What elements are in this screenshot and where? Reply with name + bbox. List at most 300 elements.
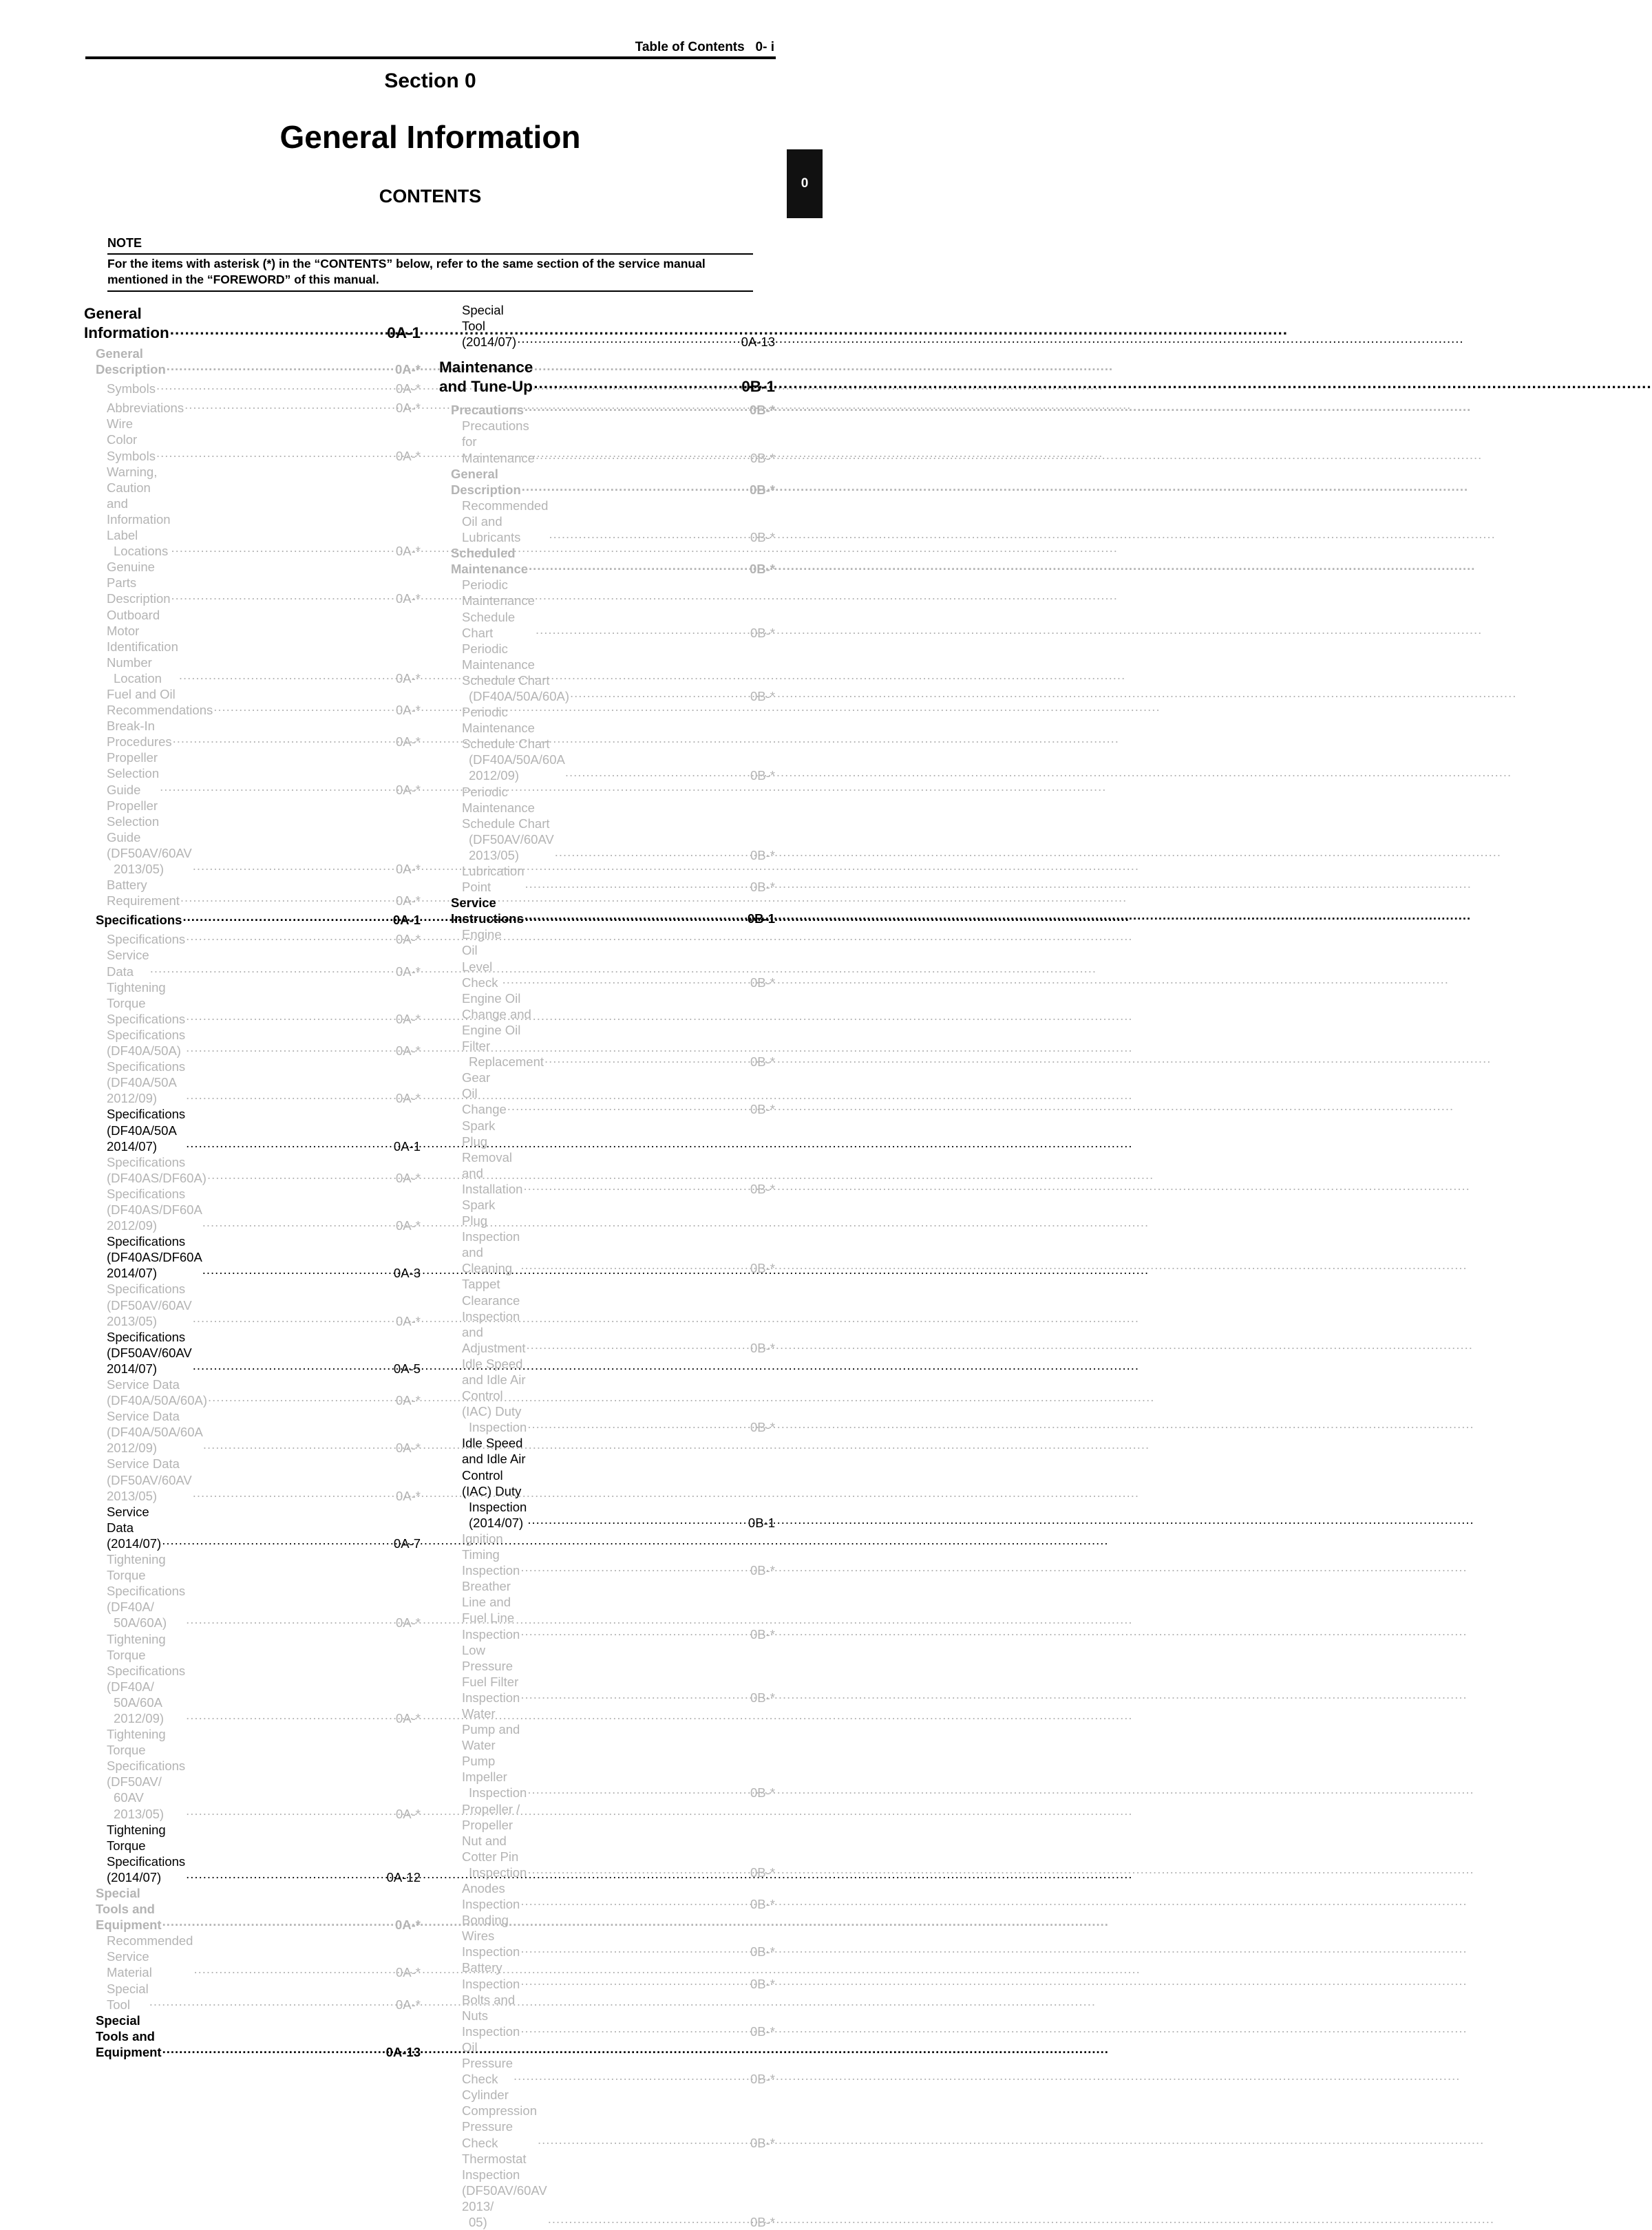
- dot-leader: [502, 971, 750, 987]
- toc-entry-title: Tightening Torque Specifications (2014/07): [107, 1822, 186, 1884]
- toc-entry[interactable]: [439, 990, 775, 1070]
- dot-leader: [186, 1803, 395, 1818]
- toc-entry-title: Battery Inspection: [462, 1960, 520, 1991]
- toc-entry-title: [462, 784, 554, 863]
- toc-entry-page: 0B-*: [750, 2135, 775, 2150]
- dot-leader: [570, 685, 750, 701]
- toc-entry-page: 0B-*: [749, 562, 775, 577]
- toc-entry[interactable]: [84, 909, 421, 928]
- toc-entry[interactable]: [84, 979, 421, 1027]
- toc-entry-page: 0A-*: [396, 591, 421, 606]
- running-header: Table of Contents 0- i: [635, 40, 774, 54]
- toc-entry-title: Break-In Procedures: [107, 719, 172, 750]
- toc-entry-title-line2: Inspection: [469, 1785, 527, 1801]
- dot-leader: [538, 2132, 750, 2147]
- toc-entry-page: 0A-*: [396, 703, 421, 718]
- toc-entry-title: [462, 1435, 527, 1531]
- toc-entry-page: 0A-*: [394, 362, 421, 377]
- toc-entry-title: [462, 1706, 527, 1801]
- toc-entry[interactable]: [439, 926, 775, 990]
- toc-entry-title: Specifications: [107, 932, 186, 947]
- toc-entry-title: Service Data (DF50AV/60AV 2013/05): [107, 1456, 192, 1503]
- toc-entry-title: General Description: [451, 466, 521, 497]
- toc-entry-title: Battery Requirement: [107, 878, 180, 909]
- toc-entry[interactable]: [439, 704, 775, 783]
- toc-entry-title-line1: Warning, Caution and Information Label: [107, 464, 171, 543]
- dot-leader: [520, 1559, 750, 1575]
- toc-entry[interactable]: [84, 377, 421, 396]
- toc-entry[interactable]: [84, 718, 421, 750]
- dot-leader: [186, 1087, 395, 1103]
- dot-leader: [184, 396, 395, 412]
- dot-leader: [186, 1135, 393, 1151]
- toc-entry-title-line1: Periodic Maintenance Schedule Chart: [462, 784, 550, 831]
- dot-leader: [527, 1781, 750, 1797]
- note-label: NOTE: [107, 236, 753, 255]
- dot-leader: [171, 540, 395, 555]
- toc-entry-page: 0B-*: [750, 1976, 775, 1991]
- dot-leader: [520, 2020, 750, 2036]
- toc-entry-title-line1: Thermostat Inspection (DF50AV/60AV 2013/: [462, 2151, 547, 2213]
- toc-entry-title-line1: Engine Oil Change and Engine Oil Filter: [462, 990, 531, 1054]
- toc-entry-page: 0A-*: [396, 1091, 421, 1106]
- dot-leader: [160, 778, 395, 794]
- toc-entry-title: Specifications (DF40A/50A 2014/07): [107, 1107, 186, 1154]
- toc-entry[interactable]: [439, 302, 775, 350]
- toc-entry-title: [107, 1726, 185, 1822]
- toc-entry-title: Abbreviations: [107, 401, 184, 416]
- toc-entry-title: Cylinder Compression Pressure Check: [462, 2088, 537, 2150]
- dot-leader: [527, 1861, 750, 1877]
- toc-entry-page: 0A-*: [396, 964, 421, 979]
- dot-leader: [529, 558, 749, 573]
- toc-entry[interactable]: [84, 1154, 421, 1186]
- toc-entry[interactable]: [439, 1642, 775, 1706]
- toc-entry[interactable]: [439, 1992, 775, 2039]
- toc-entry-page: 0B-*: [750, 1944, 775, 1960]
- toc-entry-title: Specifications (DF40AS/DF60A 2012/09): [107, 1186, 202, 1233]
- toc-entry-title-line2: 60AV 2013/05): [114, 1790, 165, 1821]
- toc-entry-title: [462, 1801, 527, 1880]
- toc-entry[interactable]: [439, 466, 775, 498]
- toc-entry-page: 0A-*: [396, 1393, 421, 1408]
- toc-entry[interactable]: [84, 1504, 421, 1551]
- dot-leader: [520, 1623, 750, 1639]
- dot-leader: [544, 1050, 750, 1066]
- toc-entry-title: Specifications (DF40A/50A): [107, 1027, 186, 1059]
- toc-entry-page: 0A-1: [392, 913, 421, 928]
- toc-entry-page: 0A-1: [387, 324, 421, 341]
- toc-entry-page: 0A-*: [396, 1043, 421, 1059]
- toc-entry-title: Low Pressure Fuel Filter Inspection: [462, 1642, 520, 1705]
- toc-entry[interactable]: [84, 416, 421, 463]
- toc-entry[interactable]: [84, 607, 421, 686]
- toc-entry-page: 0A-*: [396, 381, 421, 396]
- toc-entry-title: Service Data (2014/07): [107, 1504, 162, 1551]
- toc-entry-page: 0B-*: [750, 1563, 775, 1578]
- toc-entry-page: 0A-*: [396, 1965, 421, 1980]
- toc-entry-title: [462, 2151, 547, 2230]
- toc-entry-page: 0B-*: [750, 847, 775, 862]
- toc-entry[interactable]: [84, 1186, 421, 1233]
- toc-entry-page: 0A-*: [396, 401, 421, 416]
- toc-entry-title: Recommended Service Material: [107, 1933, 193, 1980]
- toc-entry[interactable]: [84, 1106, 421, 1154]
- dot-leader: [522, 478, 749, 494]
- dot-leader: [548, 2211, 750, 2227]
- toc-entry-title: Specifications (DF50AV/60AV 2013/05): [107, 1282, 192, 1328]
- dot-leader: [520, 1940, 750, 1956]
- toc-entry-title: Symbols: [107, 381, 156, 396]
- toc-entry-title: Service Data (DF40A/50A/60A): [107, 1377, 208, 1408]
- toc-entry-title-line1: Idle Speed and Idle Air Control (IAC) Duty: [462, 1436, 526, 1498]
- toc-entry-page: 0A-*: [396, 893, 421, 909]
- toc-entry[interactable]: [439, 399, 775, 418]
- dot-leader: [186, 1611, 395, 1627]
- toc-entry-title: Specifications (DF40A/50A 2012/09): [107, 1059, 186, 1106]
- dot-leader: [536, 447, 750, 463]
- toc-entry-page: 0B-*: [750, 2072, 775, 2087]
- toc-entry[interactable]: [439, 2151, 775, 2230]
- dot-leader: [520, 1257, 750, 1273]
- toc-entry-title: Fuel and Oil Recommendations: [107, 686, 213, 718]
- toc-entry-title: General Information: [84, 305, 169, 341]
- toc-entry-page: 0A-*: [396, 448, 421, 463]
- dot-leader: [167, 358, 394, 374]
- toc-entry[interactable]: [439, 1197, 775, 1276]
- toc-entry-page: 0B-1: [741, 378, 775, 396]
- toc-entry-page: 0A-13: [741, 334, 775, 350]
- toc-entry[interactable]: [84, 750, 421, 797]
- toc-entry[interactable]: [439, 545, 775, 577]
- dot-leader: [507, 1098, 750, 1114]
- toc-entry[interactable]: [439, 1706, 775, 1801]
- toc-entry[interactable]: [84, 1726, 421, 1822]
- dot-leader: [202, 1214, 395, 1230]
- toc-entry-page: 0B-*: [750, 688, 775, 703]
- toc-entry[interactable]: [439, 895, 775, 926]
- dot-leader: [149, 1993, 395, 2009]
- toc-entry-page: 0B-*: [750, 1626, 775, 1642]
- toc-entry-page: 0B-*: [750, 1261, 775, 1276]
- toc-entry-page: 0B-*: [750, 880, 775, 895]
- dot-leader: [193, 1357, 393, 1373]
- toc-entry-page: 0A-*: [396, 670, 421, 686]
- toc-entry-page: 0B-*: [750, 1897, 775, 1912]
- toc-entry-title: Tappet Clearance Inspection and Adjustment: [462, 1277, 526, 1355]
- toc-entry-title: [107, 798, 192, 877]
- dot-leader: [162, 1532, 393, 1548]
- toc-entry-title: [462, 1356, 527, 1435]
- toc-entry-title: Recommended Oil and Lubricants: [462, 498, 549, 545]
- toc-entry-title: Maintenance and Tune-Up: [439, 359, 533, 396]
- toc-entry-page: 0B-*: [750, 625, 775, 640]
- toc-entry[interactable]: [439, 2087, 775, 2150]
- toc-entry-page: 0A-3: [393, 1266, 421, 1281]
- dot-leader: [193, 1961, 395, 1977]
- toc-entry[interactable]: [439, 418, 775, 465]
- toc-entry-page: 0B-*: [749, 482, 775, 497]
- toc-entry[interactable]: [439, 1356, 775, 1435]
- dot-leader: [186, 1707, 395, 1723]
- toc-entry[interactable]: [84, 1059, 421, 1106]
- toc-entry-page: 0B-*: [750, 2214, 775, 2229]
- toc-entry[interactable]: [84, 947, 421, 979]
- toc-entry-title-line2: 05): [469, 2214, 487, 2229]
- toc-entry-page: 0B-*: [750, 530, 775, 545]
- toc-entry-title: Service Data: [107, 948, 149, 979]
- toc-entry-title: Anodes Inspection: [462, 1881, 520, 1912]
- toc-entry[interactable]: [439, 358, 775, 396]
- toc-entry-page: 0A-*: [396, 1488, 421, 1503]
- dot-leader: [173, 730, 395, 746]
- toc-entry[interactable]: [439, 1435, 775, 1531]
- toc-entry[interactable]: [439, 1578, 775, 1642]
- toc-entry-title: Spark Plug Inspection and Cleaning: [462, 1197, 520, 1276]
- toc-entry-title: Oil Pressure Check: [462, 2039, 513, 2087]
- toc-entry-title-line1: Periodic Maintenance Schedule Chart: [462, 641, 550, 688]
- toc-entry[interactable]: [439, 1880, 775, 1912]
- toc-entry-title: [462, 704, 564, 783]
- toc-entry-title-line2: Replacement: [469, 1054, 544, 1070]
- toc-entry-title-line2: 50A/60A): [114, 1615, 167, 1631]
- toc-entry-title: Special Tool: [107, 1981, 149, 2012]
- toc-entry-page: 0B-*: [750, 2024, 775, 2039]
- toc-entry-page: 0A-12: [386, 1869, 421, 1884]
- toc-entry[interactable]: [84, 686, 421, 718]
- toc-entry-page: 0B-1: [747, 911, 775, 926]
- dot-leader: [193, 858, 395, 873]
- dot-leader: [520, 1973, 750, 1988]
- toc-entry-page: 0A-*: [394, 1918, 421, 1933]
- toc-entry[interactable]: [439, 1118, 775, 1197]
- dot-leader: [150, 960, 395, 976]
- toc-entry[interactable]: [439, 2039, 775, 2087]
- toc-entry-page: 0B-*: [750, 1785, 775, 1801]
- toc-entry-page: 0B-*: [750, 1181, 775, 1196]
- dot-leader: [213, 699, 395, 714]
- dot-leader: [203, 1436, 395, 1452]
- toc-entry-page: 0A-13: [385, 2044, 421, 2059]
- toc-entry-title-line2: Location: [114, 670, 162, 686]
- toc-entry-title-line1: Propeller / Propeller Nut and Cotter Pin: [462, 1801, 520, 1864]
- toc-entry-page: 0A-*: [396, 1011, 421, 1026]
- toc-entry-title-line2: Locations: [114, 544, 169, 559]
- dot-leader: [527, 1337, 750, 1352]
- toc-entry[interactable]: [439, 577, 775, 640]
- toc-entry-page: 0A-5: [393, 1361, 421, 1376]
- toc-entry-page: 0B-*: [750, 450, 775, 465]
- toc-entry[interactable]: [84, 1456, 421, 1503]
- toc-entry[interactable]: [84, 1885, 421, 1933]
- toc-entry-page: 0A-*: [396, 1218, 421, 1233]
- toc-entry-title: Propeller Selection Guide: [107, 750, 160, 797]
- toc-entry-title: Engine Oil Level Check: [462, 927, 502, 990]
- dot-leader: [536, 622, 750, 637]
- toc-entry[interactable]: [84, 2013, 421, 2060]
- contents-heading: CONTENTS: [379, 186, 482, 206]
- toc-entry-title-line1: Outboard Motor Identification Number: [107, 607, 178, 670]
- header-rule: [85, 56, 776, 59]
- toc-entry-title-line2: (DF40A/50A/60A 2012/09): [469, 752, 564, 783]
- toc-entry-title: [107, 1631, 185, 1727]
- toc-entry[interactable]: [84, 559, 421, 606]
- toc-entry-title-line2: 2013/05): [114, 862, 165, 876]
- toc-entry-title: Specifications (DF50AV/60AV 2014/07): [107, 1329, 192, 1376]
- section-tab[interactable]: 0: [787, 149, 823, 218]
- toc-entry-page: 0B-*: [750, 768, 775, 783]
- toc-entry[interactable]: [439, 1531, 775, 1578]
- toc-entry[interactable]: [84, 1981, 421, 2013]
- toc-entry-title: Gear Oil Change: [462, 1070, 507, 1117]
- toc-left-column: [84, 302, 421, 2060]
- dot-leader: [162, 2041, 385, 2057]
- toc-entry-title: Genuine Parts Description: [107, 560, 171, 606]
- toc-entry-page: 0B-*: [750, 1420, 775, 1435]
- toc-entry-title-line2: 50A/60A 2012/09): [114, 1695, 165, 1725]
- dot-leader: [182, 909, 392, 924]
- toc-entry-title: Precautions for Maintenance: [462, 418, 535, 465]
- toc-entry-page: 0B-*: [750, 1340, 775, 1355]
- dot-leader: [171, 587, 395, 603]
- toc-entry-page: 0A-*: [396, 1615, 421, 1631]
- toc-entry[interactable]: [84, 1822, 421, 1885]
- toc-entry-title: Bolts and Nuts Inspection: [462, 1992, 520, 2039]
- toc-entry-title: Special Tools and Equipment: [96, 1886, 162, 1933]
- toc-entry[interactable]: [84, 464, 421, 560]
- toc-entry-page: 0A-7: [393, 1536, 421, 1551]
- dot-leader: [533, 374, 741, 393]
- toc-entry-title: Tightening Torque Specifications: [107, 979, 186, 1026]
- toc-entry-title: Ignition Timing Inspection: [462, 1531, 520, 1578]
- dot-leader: [513, 2068, 750, 2083]
- toc-entry-title-line2: Inspection: [469, 1420, 527, 1435]
- toc-entry[interactable]: [439, 1960, 775, 1991]
- toc-entry-title-line2: Inspection: [469, 1865, 527, 1880]
- dot-leader: [520, 1893, 750, 1909]
- toc-entry-page: 0A-*: [396, 1313, 421, 1328]
- toc-entry[interactable]: [439, 498, 775, 545]
- dot-leader: [527, 1511, 748, 1527]
- toc-entry[interactable]: [84, 1233, 421, 1281]
- toc-entry[interactable]: [84, 1551, 421, 1631]
- toc-entry-page: 0A-*: [396, 1806, 421, 1821]
- toc-entry[interactable]: [84, 1377, 421, 1408]
- toc-entry-page: 0A-*: [396, 862, 421, 876]
- toc-entry-title-line1: Propeller Selection Guide (DF50AV/60AV: [107, 798, 192, 860]
- toc-entry-title: [107, 607, 178, 686]
- toc-entry[interactable]: [84, 1933, 421, 1980]
- dot-leader: [186, 928, 395, 944]
- toc-entry-title: Specifications: [96, 913, 182, 928]
- toc-entry-title-line2: (DF40A/50A/60A): [469, 688, 570, 703]
- toc-entry-title: [107, 464, 171, 560]
- dot-leader: [186, 1008, 395, 1023]
- toc-entry[interactable]: [84, 1408, 421, 1456]
- toc-entry-title: [462, 641, 569, 704]
- toc-entry-page: 0B-*: [750, 1102, 775, 1117]
- toc-entry-title: Breather Line and Fuel Line Inspection: [462, 1579, 520, 1642]
- toc-entry-title-line1: Idle Speed and Idle Air Control (IAC) Duty: [462, 1356, 526, 1419]
- note-text: For the items with asterisk (*) in the “CONTENTS” below, refer to the same section of the service manual mentioned in the “FOREWORD” of this manual.: [107, 255, 753, 292]
- section-label: Section 0: [384, 70, 476, 92]
- toc-entry[interactable]: [84, 1329, 421, 1377]
- dot-leader: [520, 1686, 750, 1702]
- dot-leader: [179, 667, 395, 683]
- toc-entry[interactable]: [84, 396, 421, 416]
- dot-leader: [208, 1389, 395, 1405]
- toc-entry[interactable]: [84, 346, 421, 377]
- toc-entry-page: 0A-*: [396, 1441, 421, 1456]
- toc-entry[interactable]: [84, 1027, 421, 1059]
- toc-entry[interactable]: [439, 1070, 775, 1117]
- toc-entry[interactable]: [439, 1801, 775, 1880]
- toc-entry-page: 0A-*: [396, 1170, 421, 1185]
- dot-leader: [517, 330, 740, 346]
- toc-entry[interactable]: [439, 1912, 775, 1960]
- toc-entry-page: 0A-*: [396, 734, 421, 750]
- toc-entry-title-line1: Tightening Torque Specifications (DF40A/: [107, 1631, 186, 1694]
- toc-entry-page: 0B-1: [748, 1515, 775, 1530]
- toc-entry-page: 0A-*: [396, 782, 421, 797]
- toc-entry[interactable]: [439, 1276, 775, 1355]
- toc-entry-title: Periodic Maintenance Schedule Chart: [462, 577, 535, 640]
- toc-entry[interactable]: [84, 877, 421, 909]
- toc-entry-page: 0B-*: [750, 1865, 775, 1880]
- toc-entry-title-line1: Periodic Maintenance Schedule Chart: [462, 705, 550, 752]
- toc-entry[interactable]: [84, 1281, 421, 1328]
- toc-entry-title: Lubrication Point: [462, 864, 525, 895]
- toc-entry[interactable]: [84, 798, 421, 877]
- toc-entry[interactable]: [84, 928, 421, 947]
- dot-leader: [202, 1262, 393, 1277]
- dot-leader: [527, 1416, 750, 1432]
- toc-entry[interactable]: [439, 863, 775, 895]
- toc-entry-page: 0B-*: [750, 1054, 775, 1070]
- toc-entry[interactable]: [439, 641, 775, 704]
- toc-entry-page: 0B-*: [750, 975, 775, 990]
- toc-entry-title: Specifications (DF40AS/DF60A): [107, 1154, 206, 1185]
- toc-entry-title: [107, 1551, 185, 1631]
- toc-entry-title-line1: Tightening Torque Specifications (DF40A/: [107, 1552, 186, 1615]
- toc-entry-page: 0A-*: [396, 1710, 421, 1725]
- toc-entry-page: 0A-1: [393, 1138, 421, 1154]
- dot-leader: [170, 320, 386, 339]
- dot-leader: [186, 1039, 395, 1055]
- toc-entry-page: 0B-*: [750, 1690, 775, 1705]
- toc-right-column: [439, 302, 775, 2230]
- dot-leader: [193, 1310, 395, 1326]
- toc-entry-title: Specifications (DF40AS/DF60A 2014/07): [107, 1234, 202, 1281]
- toc-entry-title: Special Tool (2014/07): [462, 303, 517, 350]
- dot-leader: [193, 1485, 395, 1500]
- dot-leader: [180, 889, 395, 905]
- page-title: General Information: [279, 119, 581, 155]
- toc-entry-title: Special Tools and Equipment: [96, 2013, 162, 2059]
- toc-entry[interactable]: [84, 1631, 421, 1727]
- toc-entry-title: Service Instructions: [451, 895, 524, 926]
- dot-leader: [162, 1913, 394, 1929]
- dot-leader: [525, 875, 750, 891]
- dot-leader: [549, 526, 750, 542]
- toc-entry-title: Service Data (DF40A/50A/60A 2012/09): [107, 1409, 202, 1456]
- toc-entry-title-line2: Inspection (2014/07): [469, 1499, 527, 1530]
- dot-leader: [207, 1167, 395, 1182]
- toc-entry-page: 0A-*: [396, 1997, 421, 2012]
- toc-entry[interactable]: [439, 784, 775, 863]
- dot-leader: [186, 1866, 385, 1882]
- toc-entry[interactable]: [84, 304, 421, 343]
